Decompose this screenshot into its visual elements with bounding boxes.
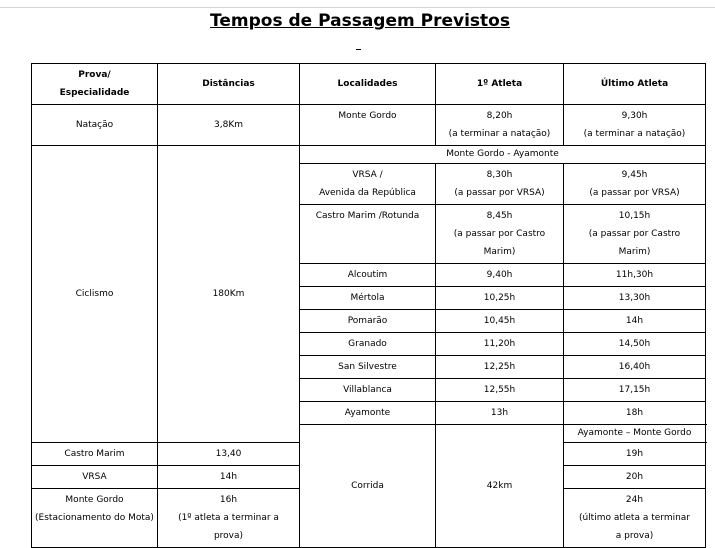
natacao-row bbox=[32, 105, 706, 146]
localidade-cell: VRSA bbox=[32, 466, 158, 489]
primeiro-cell: 10,25h bbox=[436, 287, 564, 310]
localidade-cell: San Silvestre bbox=[300, 356, 436, 379]
primeiro-cell: 11,20h bbox=[436, 333, 564, 356]
localidade-cell: Granado bbox=[300, 333, 436, 356]
ciclismo-castro-primeiro: 8,45h (a passar por Castro Marim) bbox=[436, 205, 564, 264]
ultimo-cell: 17,15h bbox=[564, 379, 706, 402]
natacao-distancia: 3,8Km bbox=[158, 105, 300, 146]
localidade-cell: Castro Marim bbox=[32, 443, 158, 466]
corrida-final-ultimo: 24h (último atleta a terminar a prova) bbox=[564, 489, 706, 548]
ciclismo-vrsa-localidade: VRSA / Avenida da República bbox=[300, 164, 436, 205]
ultimo-cell: 16,40h bbox=[564, 356, 706, 379]
localidade-cell: Ayamonte bbox=[300, 402, 436, 425]
ciclismo-distancia: 180Km bbox=[158, 146, 300, 443]
ultimo-cell: 14h bbox=[564, 310, 706, 333]
primeiro-cell: 13,40 bbox=[158, 443, 300, 466]
ultimo-cell: 19h bbox=[564, 443, 706, 466]
localidade-cell: Mértola bbox=[300, 287, 436, 310]
corrida-final-primeiro: 16h (1º atleta a terminar a prova) bbox=[158, 489, 300, 548]
header-ultimo-atleta: Último Atleta bbox=[564, 64, 706, 105]
ultimo-cell: 13,30h bbox=[564, 287, 706, 310]
primeiro-cell: 14h bbox=[158, 466, 300, 489]
natacao-localidade: Monte Gordo bbox=[300, 105, 436, 146]
primeiro-cell: 12,25h bbox=[436, 356, 564, 379]
top-divider bbox=[0, 7, 715, 8]
header-prova: Prova/ Especialidade bbox=[32, 64, 158, 105]
ultimo-cell: 14,50h bbox=[564, 333, 706, 356]
title-dash bbox=[356, 49, 361, 50]
corrida-final-localidade: Monte Gordo (Estacionamento do Mota) bbox=[32, 489, 158, 548]
header-primeiro-atleta: 1º Atleta bbox=[436, 64, 564, 105]
corrida-section-label: Ayamonte – Monte Gordo bbox=[564, 425, 706, 443]
localidade-cell: Villablanca bbox=[300, 379, 436, 402]
natacao-primeiro: 8,20h (a terminar a natação) bbox=[436, 105, 564, 146]
corrida-distancia: 42km bbox=[436, 425, 564, 548]
ciclismo-prova: Ciclismo bbox=[32, 146, 158, 443]
header-localidades: Localidades bbox=[300, 64, 436, 105]
corrida-prova: Corrida bbox=[300, 425, 436, 548]
primeiro-cell: 9,40h bbox=[436, 264, 564, 287]
schedule-table bbox=[31, 63, 706, 548]
ciclismo-castro-ultimo: 10,15h (a passar por Castro Marim) bbox=[564, 205, 706, 264]
ciclismo-vrsa-ultimo: 9,45h (a passar por VRSA) bbox=[564, 164, 706, 205]
header-row bbox=[32, 64, 706, 105]
ultimo-cell: 20h bbox=[564, 466, 706, 489]
ciclismo-section-row bbox=[32, 146, 706, 164]
ciclismo-section-label: Monte Gordo - Ayamonte bbox=[300, 146, 706, 164]
ciclismo-castro-localidade: Castro Marim /Rotunda bbox=[300, 205, 436, 264]
ultimo-cell: 11h,30h bbox=[564, 264, 706, 287]
primeiro-cell: 13h bbox=[436, 402, 564, 425]
page-title: Tempos de Passagem Previstos bbox=[210, 11, 510, 31]
primeiro-cell: 10,45h bbox=[436, 310, 564, 333]
natacao-prova: Natação bbox=[32, 105, 158, 146]
header-distancias: Distâncias bbox=[158, 64, 300, 105]
primeiro-cell: 12,55h bbox=[436, 379, 564, 402]
natacao-ultimo: 9,30h (a terminar a natação) bbox=[564, 105, 706, 146]
localidade-cell: Pomarão bbox=[300, 310, 436, 333]
localidade-cell: Alcoutim bbox=[300, 264, 436, 287]
ultimo-cell: 18h bbox=[564, 402, 706, 425]
ciclismo-vrsa-primeiro: 8,30h (a passar por VRSA) bbox=[436, 164, 564, 205]
